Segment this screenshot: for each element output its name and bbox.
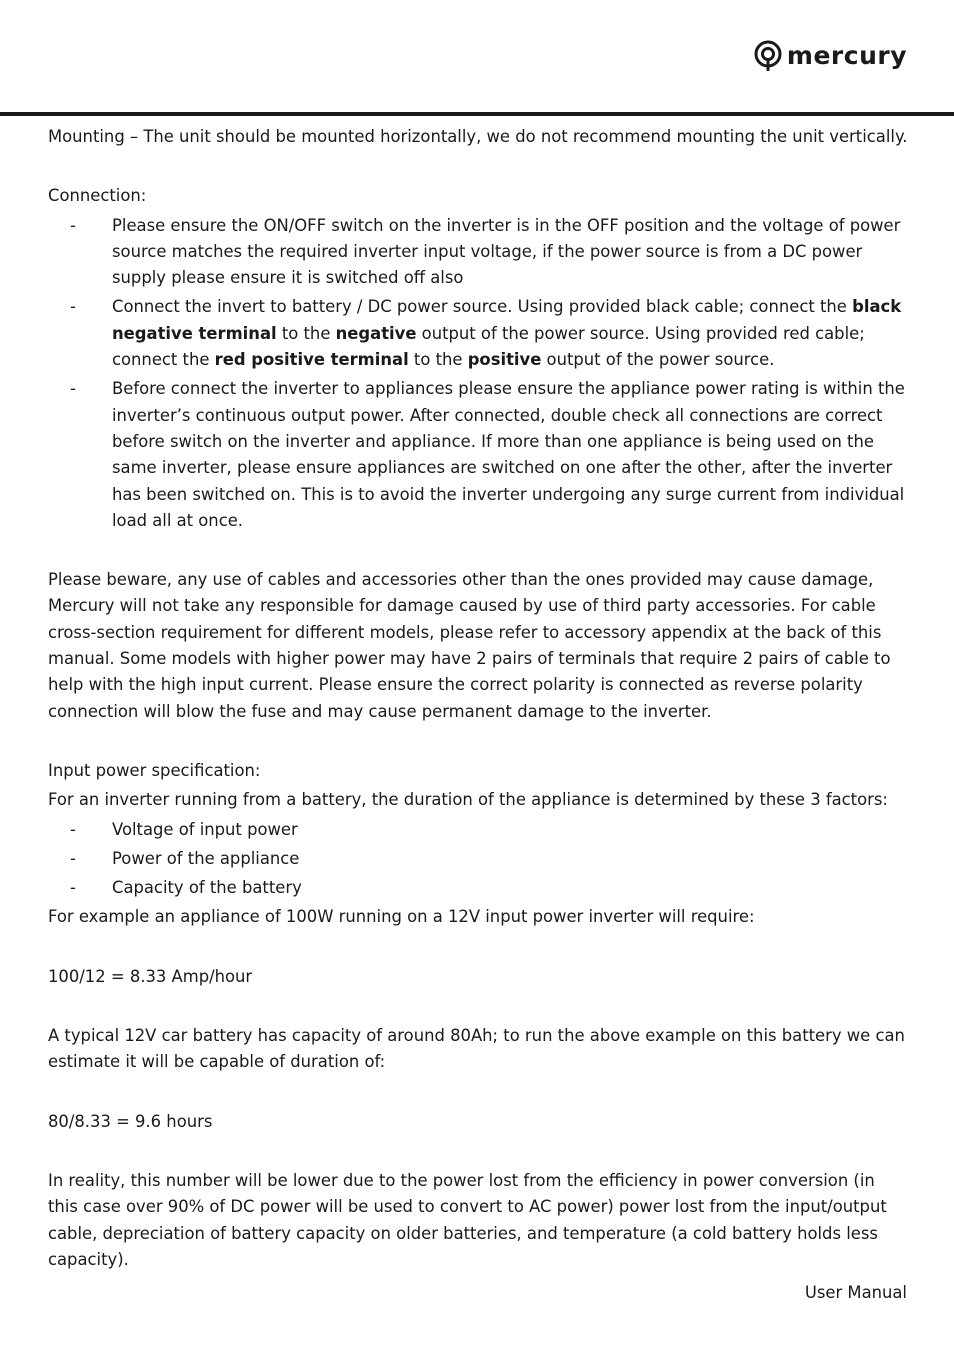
connection-step-1: Please ensure the ON/OFF switch on the inverter is in the OFF position and the voltage of power source matches the required inverter input voltage, if the power source is from a DC power supply please ensure it is switched off also (112, 215, 901, 288)
list-item (48, 213, 908, 292)
page-header (0, 0, 954, 117)
reality-paragraph: In reality, this number will be lower due to the power lost from the efficiency in power conversion (in this case over 90% of DC power will be used to convert to AC power) power lost from the input/output cable, depreciation of battery capacity on older batteries, and temperature (a cold battery holds less capacity). (48, 1170, 887, 1269)
input-spec-intro: For an inverter running from a battery, the duration of the appliance is determined by these 3 factors: (48, 790, 888, 810)
factor-item: Capacity of the battery (112, 878, 302, 898)
connection-list (48, 213, 908, 535)
bold-term: black negative terminal (112, 297, 902, 343)
formula-amp-hour: 100/12 = 8.33 Amp/hour (48, 966, 253, 986)
connection-heading: Connection: (48, 186, 147, 206)
bullet-dash: - (70, 819, 76, 839)
mercury-logo-icon (753, 40, 783, 72)
factor-item: Power of the appliance (112, 848, 300, 868)
bold-term: red positive terminal (214, 350, 409, 370)
formula-duration: 80/8.33 = 9.6 hours (48, 1111, 213, 1131)
list-item (48, 846, 908, 872)
bold-term: negative (335, 323, 417, 343)
bullet-dash: - (70, 297, 76, 317)
example-paragraph: For example an appliance of 100W running on a 12V input power inverter will require: (48, 907, 755, 927)
bold-term: positive (467, 350, 542, 370)
brand-logo (753, 40, 907, 72)
bullet-dash: - (70, 848, 76, 868)
footer-label: User Manual (804, 1283, 907, 1302)
factor-item: Voltage of input power (112, 819, 298, 839)
brand-name: mercury (786, 41, 907, 70)
mounting-paragraph: Mounting – The unit should be mounted horizontally, we do not recommend mounting the unit vertically. (48, 127, 908, 146)
header-divider (0, 112, 954, 116)
beware-paragraph: Please beware, any use of cables and accessories other than the ones provided may cause damage, Mercury will not take any responsible for damage caused by use of third party accessories. For cable cross-section requirement for different models, please refer to accessory appendix at the back of this manual. Some models with higher power may have 2 pairs of terminals that require 2 pairs of cable to help with the high input current. Please ensure the correct polarity is connected as reverse polarity connection will blow the fuse and may cause permanent damage to the inverter. (48, 570, 891, 721)
input-spec-heading: Input power specification: (48, 760, 261, 780)
battery-paragraph: A typical 12V car battery has capacity of around 80Ah; to run the above example on this battery we can estimate it will be capable of duration of: (48, 1026, 905, 1072)
list-item (48, 294, 908, 373)
bullet-dash: - (70, 379, 76, 399)
connection-step-3: Before connect the inverter to appliances please ensure the appliance power rating is within the inverter’s continuous output power. After connected, double check all connections are correct before switch on the inverter and appliance. If more than one appliance is being used on the same inverter, please ensure appliances are switched on one after the other, after the inverter has been switched on. This is to avoid the inverter undergoing any surge current from individual load all at once. (112, 379, 905, 530)
document-body (48, 124, 908, 1273)
bullet-dash: - (70, 215, 76, 235)
list-item (48, 376, 908, 534)
list-item (48, 817, 908, 843)
connection-step-2: Connect the invert to battery / DC power source. Using provided black cable; connect the black negative terminal to the negative output of the power source. Using provided red cable; connect the red positive terminal to the positive output of the power source. (112, 297, 902, 370)
list-item (48, 875, 908, 901)
bullet-dash: - (70, 878, 76, 898)
factors-list (48, 817, 908, 902)
